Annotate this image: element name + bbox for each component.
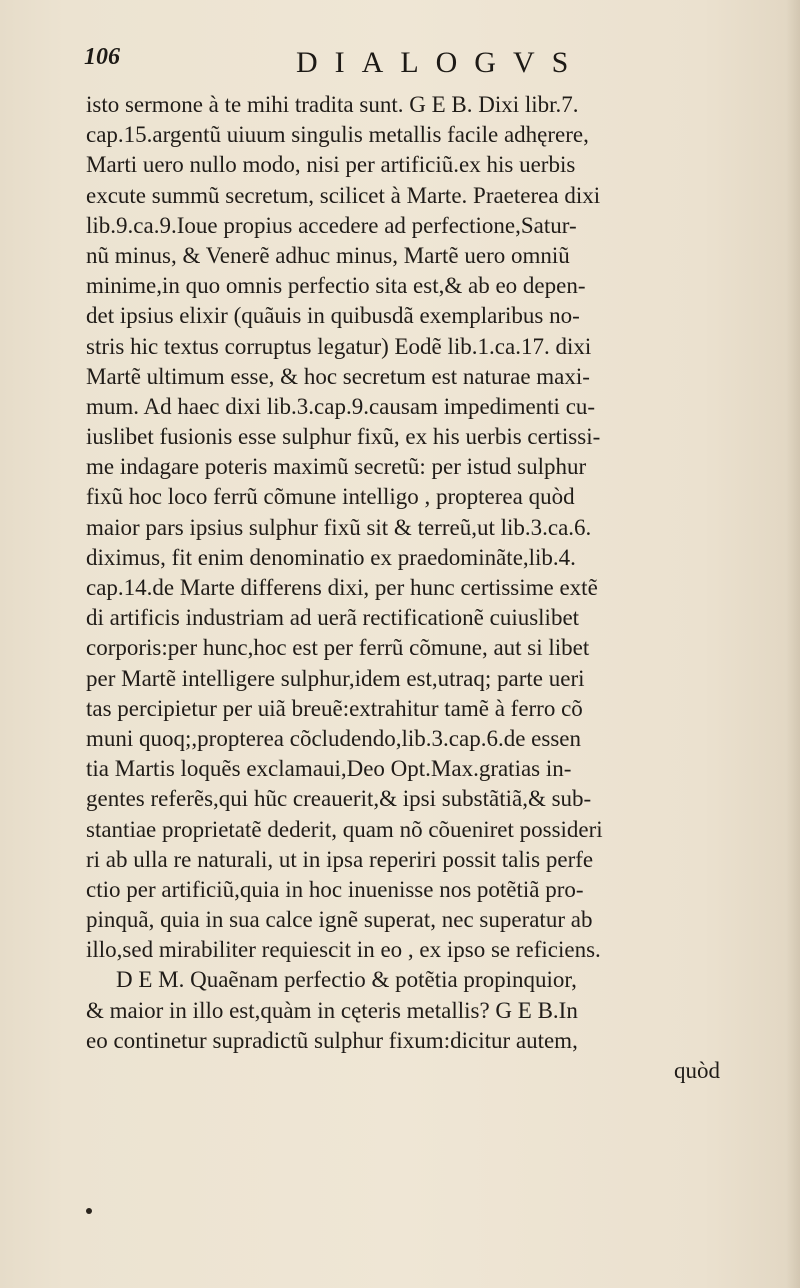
text-line: tia Martis loquẽs exclamaui,Deo Opt.Max.gratias in- — [86, 756, 572, 782]
page-edge-shadow — [786, 0, 800, 1288]
text-line: stris hic textus corruptus legatur) Eodẽ lib.1.ca.17. dixi — [86, 333, 592, 359]
text-line: nũ minus, & Venerẽ adhuc minus, Martẽ uero omniũ — [86, 242, 570, 268]
text-line: fixũ hoc loco ferrũ cõmune intelligo , propterea quòd — [86, 484, 575, 510]
text-line: mum. Ad haec dixi lib.3.cap.9.causam impedimenti cu- — [86, 393, 596, 419]
text-line: minime,in quo omnis perfectio sita est,& ab eo depen- — [86, 273, 586, 299]
text-line: Martẽ ultimum esse, & hoc secretum est naturae maxi- — [86, 363, 590, 389]
running-head — [84, 44, 724, 84]
text-line: illo,sed mirabiliter requiescit in eo , ex ipso se reficiens. — [86, 937, 601, 963]
text-line: me indagare poteris maximũ secretũ: per istud sulphur — [86, 454, 587, 480]
text-line: pinquã, quia in sua calce ignẽ superat, nec superatur ab — [86, 907, 593, 933]
text-line: stantiae proprietatẽ dederit, quam nõ cõueniret possideri — [86, 816, 603, 842]
text-line: corporis:per hunc,hoc est per ferrũ cõmune, aut si libet — [86, 635, 590, 661]
text-line: isto sermone à te mihi tradita sunt. G E B. Dixi libr.7. — [86, 92, 579, 117]
text-line: & maior in illo est,quàm in cęteris metallis? G E B.In — [86, 997, 578, 1023]
text-line: diximus, fit enim denominatio ex praedominãte,lib.4. — [86, 544, 576, 570]
text-line: eo continetur supradictũ sulphur fixum:dicitur autem, — [86, 1027, 578, 1053]
text-line: cap.15.argentũ uiuum singulis metallis facile adhęrere, — [86, 122, 589, 148]
body-text — [86, 90, 738, 1086]
page-number: 106 — [84, 44, 120, 70]
text-line: tas percipietur per uiã breuẽ:extrahitur tamẽ à ferro cõ — [86, 695, 583, 721]
text-line: ctio per artificiũ,quia in hoc inuenisse nos potẽtiã pro- — [86, 876, 584, 902]
text-line: Marti uero nullo modo, nisi per artificiũ.ex his uerbis — [86, 152, 576, 178]
text-line: di artificis industriam ad uerã rectificationẽ cuiuslibet — [86, 605, 580, 631]
text-line: per Martẽ intelligere sulphur,idem est,utraq; parte ueri — [86, 665, 585, 691]
running-title: DIALOGVS — [296, 46, 586, 79]
text-line: D E M. Quaẽnam perfectio & potẽtia propinquior, — [116, 967, 577, 993]
text-line: muni quoq;,propterea cõcludendo,lib.3.cap.6.de essen — [86, 725, 581, 751]
text-line: maior pars ipsius sulphur fixũ sit & terreũ,ut lib.3.ca.6. — [86, 514, 592, 540]
text-line: cap.14.de Marte differens dixi, per hunc certissime extẽ — [86, 575, 598, 600]
text-line: ri ab ulla re naturali, ut in ipsa reperiri possit talis perfe — [86, 846, 594, 872]
text-line: excute summũ secretum, scilicet à Marte. Praeterea dixi — [86, 182, 601, 208]
catchword: quòd — [674, 1058, 720, 1083]
text-line: gentes referẽs,qui hũc creauerit,& ipsi substãtiã,& sub- — [86, 786, 592, 812]
text-line: det ipsius elixir (quãuis in quibusdã exemplaribus no- — [86, 303, 580, 329]
ink-spot — [86, 1208, 92, 1214]
text-line: lib.9.ca.9.Ioue propius accedere ad perfectione,Satur- — [86, 212, 577, 238]
text-line: iuslibet fusionis esse sulphur fixũ, ex his uerbis certissi- — [86, 424, 601, 450]
